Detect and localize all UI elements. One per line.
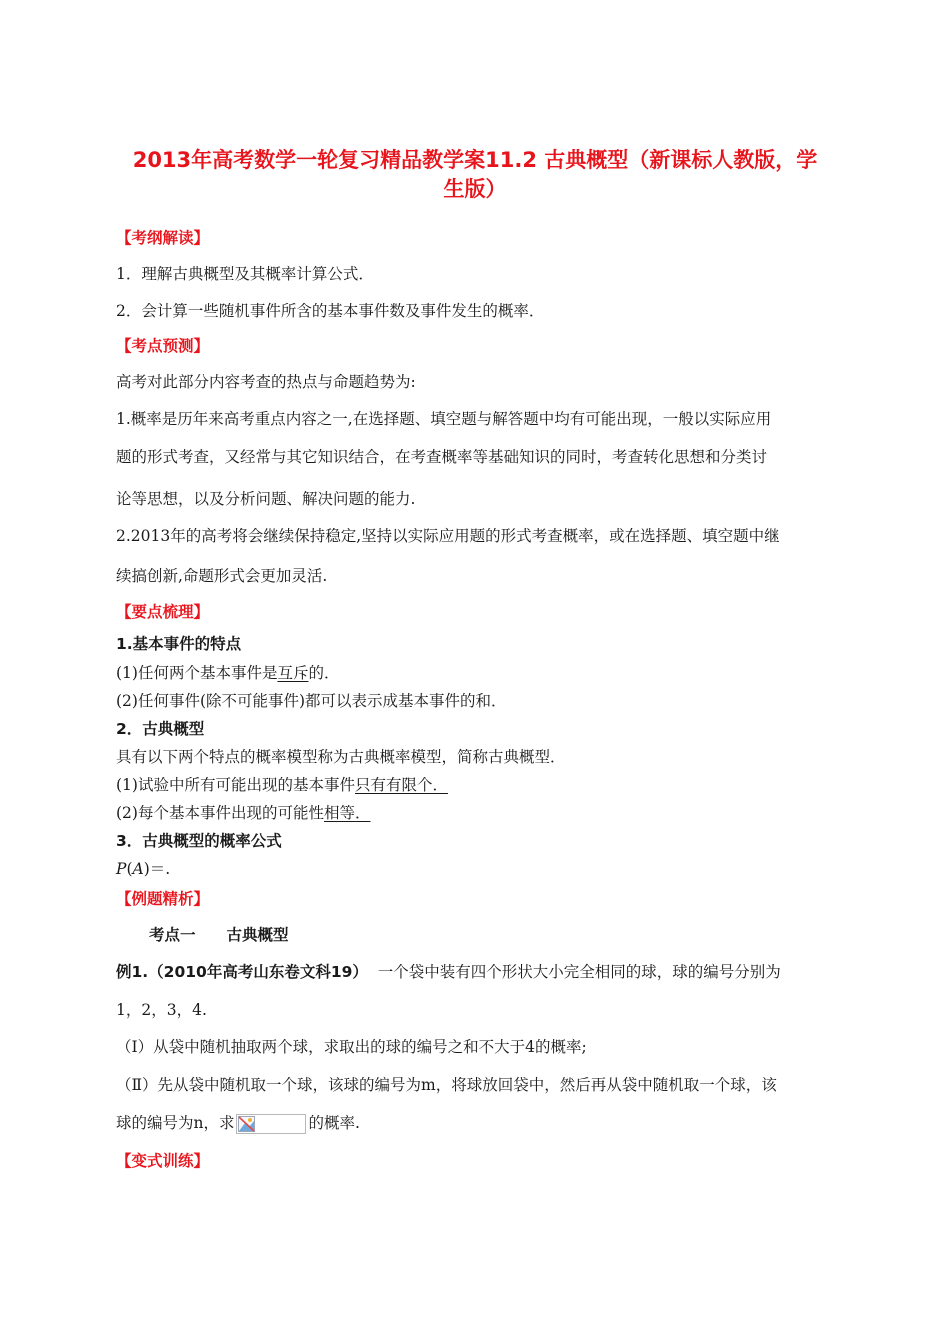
yaodian-s2-item-1 (116, 775, 448, 795)
example-text: 一个袋中装有四个形状大小完全相同的球，球的编号分别为 (377, 963, 781, 981)
underlined-answer: 只有有限个． (354, 776, 448, 794)
section-heading-kaodian: 【考点预测】 (116, 337, 210, 355)
section-heading-bianshi: 【变式训练】 (116, 1152, 210, 1170)
text-part: 球的编号为n，求 (116, 1114, 235, 1132)
broken-image-icon (238, 1116, 255, 1132)
yaodian-s1-title: 1.基本事件的特点 (116, 635, 242, 653)
liti-subheading: 考点一 古典概型 (149, 926, 289, 944)
text-part: 的． (308, 664, 340, 682)
example-1-question-2-line-1: （Ⅱ）先从袋中随机取一个球，该球的编号为m，将球放回袋中，然后再从袋中随机取一个球，该 (116, 1076, 777, 1094)
formula-rest: )＝. (143, 860, 171, 878)
kaodian-p1-line-2: 题的形式考查，又经常与其它知识结合，在考查概率等基础知识的同时，考查转化思想和分类讨 (116, 448, 768, 466)
formula-var: A (132, 860, 144, 878)
example-1-question-2-line-2 (116, 1113, 360, 1134)
kaodian-intro: 高考对此部分内容考查的热点与命题趋势为: (116, 373, 416, 391)
text-part: 的概率. (308, 1114, 360, 1132)
title-line-1: 2013年高考数学一轮复习精品教学案11.2 古典概型（新课标人教版，学 (132, 148, 818, 172)
yaodian-s1-item-1 (116, 663, 340, 683)
example-label: 例1.（2010年高考山东卷文科19） (116, 963, 368, 981)
formula-p: P (116, 860, 127, 878)
yaodian-s1-item-2: (2)任何事件(除不可能事件)都可以表示成基本事件的和． (116, 692, 507, 710)
title-line-2: 生版） (443, 177, 507, 201)
yaodian-s3-title: 3．古典概型的概率公式 (116, 832, 282, 850)
yaodian-s2-item-2 (116, 803, 370, 823)
kaodian-p2-line-2: 续搞创新,命题形式会更加灵活. (116, 567, 328, 585)
section-heading-yaodian: 【要点梳理】 (116, 603, 210, 621)
broken-image-placeholder (236, 1114, 306, 1134)
example-1-question-1: （Ⅰ）从袋中随机抽取两个球，求取出的球的编号之和不大于4的概率; (116, 1038, 587, 1056)
kaogang-item-2: 2．会计算一些随机事件所含的基本事件数及事件发生的概率． (116, 302, 545, 320)
yaodian-s2-intro: 具有以下两个特点的概率模型称为古典概率模型，简称古典概型． (116, 748, 566, 766)
text-part: (1)任何两个基本事件是 (116, 664, 278, 682)
kaogang-item-1: 1．理解古典概型及其概率计算公式． (116, 265, 374, 283)
yaodian-s2-title: 2．古典概型 (116, 720, 205, 738)
kaodian-p1-line-3: 论等思想，以及分析问题、解决问题的能力. (116, 490, 416, 508)
formula-paren: ( (126, 860, 133, 878)
underlined-answer: 相等． (323, 804, 371, 822)
example-1-line-1 (116, 962, 781, 982)
text-part: (2)每个基本事件出现的可能性 (116, 804, 324, 822)
text-part: (1)试验中所有可能出现的基本事件 (116, 776, 355, 794)
kaodian-p1-line-1: 1.概率是历年来高考重点内容之一,在选择题、填空题与解答题中均有可能出现，一般以实际应用 (116, 410, 772, 428)
underlined-answer: 互斥 (277, 664, 309, 682)
example-1-line-2: 1，2，3，4. (116, 1001, 207, 1019)
kaodian-p2-line-1: 2.2013年的高考将会继续保持稳定,坚持以实际应用题的形式考查概率，或在选择题、填空题中继 (116, 527, 780, 545)
probability-formula (116, 859, 170, 879)
document-title (110, 146, 840, 204)
section-heading-kaogang: 【考纲解读】 (116, 229, 210, 247)
section-heading-liti: 【例题精析】 (116, 890, 210, 908)
